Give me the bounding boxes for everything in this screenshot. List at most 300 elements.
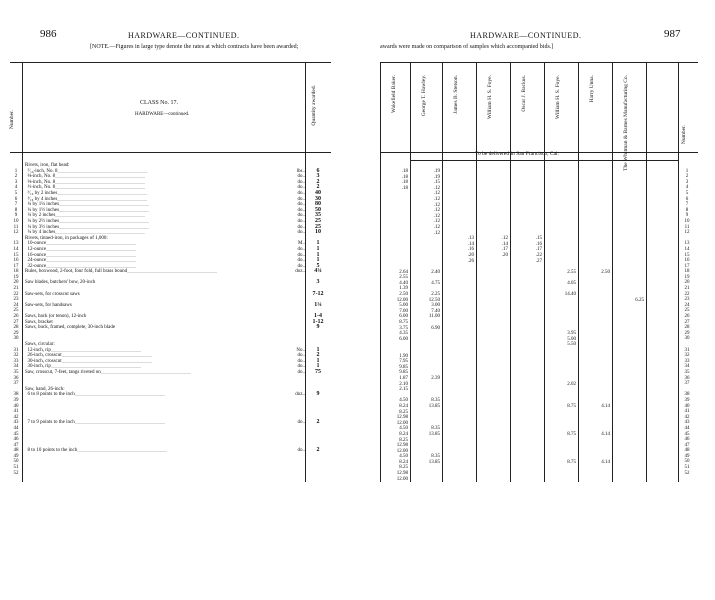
bid-value: 8.25: [399, 409, 408, 415]
item-description: 16-ounce .......................................................................................... do..: [25, 252, 305, 258]
row-number: 31: [13, 347, 19, 353]
row-number: 9: [685, 213, 689, 219]
row-number: 28: [684, 325, 690, 331]
item-description: ¼ by 4 inches .......................................................................................... do..: [25, 230, 305, 236]
row-number: 27: [684, 319, 690, 325]
row-number: 15: [684, 252, 690, 258]
row-number: 8: [14, 207, 18, 213]
bid-value: 2.64: [399, 269, 408, 275]
row-number: 3: [685, 179, 689, 185]
quantity-awarded: 1: [316, 257, 320, 264]
row-number: 30: [684, 336, 690, 342]
row-number: 21: [684, 286, 690, 292]
bid-value: 7.40: [431, 308, 440, 314]
bid-value: .12: [433, 213, 440, 219]
row-number: 12: [13, 230, 19, 236]
bid-value: .12: [433, 219, 440, 225]
row-number: 23: [684, 297, 690, 303]
bid-value: 8.25: [399, 465, 408, 471]
quantity-awarded: 6: [316, 167, 320, 174]
item-description: ³⁄₁₆ by 4 inches .......................................................................................... do..: [25, 196, 305, 202]
bid-value: 13.85: [428, 403, 440, 409]
bid-value: 2.39: [431, 375, 440, 381]
bid-value: 8.35: [431, 398, 440, 404]
bidder-header: William H. S. Foye.: [555, 75, 561, 120]
item-description: Rivets, iron, flat head:: [25, 163, 70, 168]
row-number: 17: [13, 263, 19, 269]
bid-value: .12: [433, 224, 440, 230]
row-number: 14: [684, 246, 690, 252]
row-number: 37: [13, 381, 19, 387]
bidder-header: George T. Hawley.: [421, 75, 427, 117]
bid-value: 2.50: [399, 292, 408, 298]
row-number: 26: [684, 314, 690, 320]
bid-value: 12.00: [396, 476, 408, 482]
quantity-awarded: 1-4: [314, 313, 322, 320]
quantity-awarded: 10: [315, 229, 321, 236]
bid-value: .19: [433, 174, 440, 180]
bid-value: 12.98: [396, 471, 408, 477]
bid-value: .15: [535, 236, 542, 242]
row-number: 21: [13, 286, 19, 292]
bid-value: 6.00: [399, 314, 408, 320]
row-number: 11: [13, 224, 19, 230]
row-number: 10: [684, 218, 690, 224]
bid-value: 8.24: [399, 459, 408, 465]
bid-value: 4.75: [431, 280, 440, 286]
bid-value: .27: [535, 258, 542, 264]
bid-column: [546, 169, 576, 465]
item-description: 24-ounce .......................................................................................... do..: [25, 258, 305, 264]
bid-value: 9.85: [399, 370, 408, 376]
bid-value: 8.24: [399, 431, 408, 437]
bid-value: .16: [535, 241, 542, 247]
row-number: 1: [14, 168, 18, 174]
bid-value: 11.00: [428, 314, 440, 320]
bid-value: .20: [467, 252, 474, 258]
quantity-awarded: 3: [316, 173, 320, 180]
row-number: 34: [684, 364, 690, 370]
item-description: 26-inch, crosscut .......................................................................................... do..: [25, 353, 305, 359]
right-running-head: HARDWARE—CONTINUED.: [470, 31, 582, 40]
item-description: 30-inch, rip .......................................................................................... do..: [25, 364, 305, 370]
row-number: 1: [685, 168, 689, 174]
row-number: 6: [685, 196, 689, 202]
bid-value: .14: [501, 241, 508, 247]
quantity-awarded: 40: [315, 189, 321, 196]
item-description: Saws, back (or tenon), 12-inch: [25, 314, 87, 320]
bid-column: [444, 169, 474, 264]
row-number: 44: [13, 425, 19, 431]
item-description: ⅜-inch, No. 8 .......................................................................................... do..: [25, 174, 305, 180]
row-number: 40: [13, 403, 19, 409]
row-number: 17: [684, 263, 690, 269]
item-description: Saw-sets, for crosscut saws: [25, 291, 80, 297]
quantity-awarded: 9: [316, 391, 320, 398]
row-number: 10: [13, 218, 19, 224]
row-number: 47: [13, 442, 19, 448]
row-number: 29: [684, 330, 690, 336]
bid-value: .13: [467, 236, 474, 242]
row-number: 34: [13, 364, 19, 370]
bid-value: .18: [401, 185, 408, 191]
row-number: 24: [13, 302, 19, 308]
quantity-awarded: 35: [315, 212, 321, 219]
bid-value: .12: [433, 208, 440, 214]
class-title: CLASS No. 17.: [140, 100, 179, 106]
quantity-awarded: 75: [315, 368, 321, 375]
row-number: 3: [14, 179, 18, 185]
row-number: 16: [13, 258, 19, 264]
bid-column: [412, 169, 440, 465]
row-number: 29: [13, 330, 19, 336]
row-number: 25: [13, 308, 19, 314]
item-description: Rules, boxwood, 2-foot, four fold, full brass bound .......................................................................................... doz..: [25, 269, 305, 275]
quantity-awarded: 5: [316, 262, 320, 269]
left-number-header: Number.: [9, 110, 15, 130]
row-number: 38: [13, 392, 19, 398]
bid-value: 6.25: [635, 297, 644, 303]
bid-value: 12.98: [396, 415, 408, 421]
item-description: ⁵⁄₁₆-inch, No. 8 .......................................................................................... lbs..: [25, 168, 305, 174]
row-number: 32: [684, 353, 690, 359]
right-number-column: [680, 163, 694, 476]
item-description: ⅜-inch, No. 8 .......................................................................................... do..: [25, 179, 305, 185]
row-number: 26: [13, 314, 19, 320]
bid-value: .12: [433, 230, 440, 236]
item-description: ½-inch, No. 8 .......................................................................................... do..: [25, 185, 305, 191]
row-number: 39: [684, 397, 690, 403]
item-description: Saws, circular:: [25, 342, 55, 347]
row-number: 41: [13, 409, 19, 415]
row-number: 19: [684, 274, 690, 280]
row-number: 15: [13, 252, 19, 258]
bid-value: 2.55: [399, 275, 408, 281]
left-quantity-column: [305, 163, 331, 476]
row-number: 31: [684, 347, 690, 353]
row-number: 20: [684, 280, 690, 286]
bid-value: 6.90: [431, 325, 440, 331]
bid-value: 13.85: [428, 431, 440, 437]
bid-value: 5.50: [567, 342, 576, 348]
item-description: 10-ounce .......................................................................................... M..: [25, 241, 305, 247]
bid-column: [512, 169, 542, 264]
row-number: 5: [14, 190, 18, 196]
row-number: 48: [684, 448, 690, 454]
bid-column: [614, 169, 644, 303]
bid-value: .12: [501, 236, 508, 242]
bid-value: 6.00: [399, 336, 408, 342]
bid-value: 5.00: [399, 303, 408, 309]
quantity-awarded: 30: [315, 195, 321, 202]
bid-value: 9.85: [399, 364, 408, 370]
row-number: 45: [13, 431, 19, 437]
quantity-awarded: 2: [316, 352, 320, 359]
row-number: 45: [684, 431, 690, 437]
row-number: 44: [684, 425, 690, 431]
row-number: 22: [13, 291, 19, 297]
bid-value: 8.75: [567, 403, 576, 409]
bid-value: 4.40: [399, 280, 408, 286]
bid-value: 8.75: [567, 459, 576, 465]
row-number: 39: [13, 397, 19, 403]
bid-value: 1.87: [399, 375, 408, 381]
bid-value: 4.14: [601, 459, 610, 465]
row-number: 19: [13, 274, 19, 280]
quantity-header: Quantity awarded.: [311, 85, 317, 126]
bidder-header: William H. S. Foye.: [487, 75, 493, 120]
bidder-header: Harry Unna.: [589, 75, 595, 103]
bid-value: 2.10: [399, 381, 408, 387]
quantity-awarded: 1-12: [312, 318, 324, 325]
delivery-label: To be delivered in San Francisco, Cal.: [475, 151, 559, 157]
bid-value: .17: [501, 247, 508, 253]
item-description: [25, 471, 305, 477]
row-number: 9: [14, 213, 18, 219]
quantity-awarded: 2: [316, 419, 320, 426]
item-description: 8 to 10 points to the inch .......................................................................................... do..: [25, 448, 305, 454]
bid-value: 4.35: [399, 331, 408, 337]
item-description: Saw blades, butchers' bow, 20-inch: [25, 280, 96, 286]
row-number: 49: [684, 453, 690, 459]
bid-value: 12.00: [396, 297, 408, 303]
quantity-awarded: 4¼: [314, 268, 322, 275]
item-description: ³⁄₁₆ by 2 inches .......................................................................................... do..: [25, 190, 305, 196]
quantity-awarded: 1: [316, 363, 320, 370]
bidder-header: James B. Stetson.: [453, 75, 459, 114]
row-number: 51: [13, 465, 19, 471]
item-description: Saws, bracket: [25, 319, 53, 325]
item-description: ¼ by 2 inches .......................................................................................... do..: [25, 213, 305, 219]
item-description: ¼ by 2½ inches .......................................................................................... do..: [25, 218, 305, 224]
row-number: 22: [684, 291, 690, 297]
quantity-awarded: 80: [315, 201, 321, 208]
row-number: 23: [13, 297, 19, 303]
row-number: 16: [684, 258, 690, 264]
row-number: 20: [13, 280, 19, 286]
quantity-awarded: 2: [316, 184, 320, 191]
row-number: 18: [13, 269, 19, 275]
item-description: ¼ by 3½ inches .......................................................................................... do..: [25, 224, 305, 230]
left-item-column: [25, 163, 305, 476]
bid-column: [382, 169, 408, 482]
quantity-awarded: 1: [316, 346, 320, 353]
row-number: 27: [13, 319, 19, 325]
bid-value: .18: [401, 169, 408, 174]
bid-value: 8.25: [399, 437, 408, 443]
quantity-awarded: 1: [316, 251, 320, 258]
quantity-awarded: 1: [316, 240, 320, 247]
bid-value: .15: [433, 180, 440, 186]
row-number: 52: [684, 470, 690, 476]
row-number: 52: [13, 470, 19, 476]
bid-value: 4.50: [399, 398, 408, 404]
row-number: 18: [684, 269, 690, 275]
row-number: 48: [13, 448, 19, 454]
bid-value: .12: [433, 185, 440, 191]
bid-value: 1.90: [399, 353, 408, 359]
bid-value: 14.40: [564, 292, 576, 298]
bid-value: 2.15: [399, 387, 408, 393]
row-number: 46: [13, 437, 19, 443]
row-number: 36: [684, 375, 690, 381]
quantity-awarded: 50: [315, 206, 321, 213]
item-description: 12-inch, rip .......................................................................................... No..: [25, 347, 305, 353]
row-number: 2: [685, 174, 689, 180]
right-page-number: 987: [664, 28, 681, 40]
item-description: ¼ by 1¼ inches .......................................................................................... do..: [25, 202, 305, 208]
bid-value: 4.14: [601, 403, 610, 409]
row-number: 49: [13, 453, 19, 459]
bid-value: 8.24: [399, 403, 408, 409]
row-number: 28: [13, 325, 19, 331]
row-number: 12: [684, 230, 690, 236]
row-number: 7: [14, 202, 18, 208]
bidder-header: Oscar J. Backus.: [521, 75, 527, 112]
row-number: 35: [13, 369, 19, 375]
row-number: 41: [684, 409, 690, 415]
bid-value: 12.00: [396, 420, 408, 426]
bid-value: 3.00: [431, 303, 440, 309]
row-number: 46: [684, 437, 690, 443]
left-number-column: [10, 163, 22, 476]
item-description: 12-ounce .......................................................................................... do..: [25, 246, 305, 252]
bid-value: 5.00: [567, 336, 576, 342]
bid-value: 12.50: [428, 297, 440, 303]
bid-value: 3.75: [399, 325, 408, 331]
bid-value: .18: [401, 180, 408, 186]
left-note: [NOTE.—Figures in large type denote the rates at which contracts have been awarded;: [90, 44, 299, 50]
row-number: 38: [684, 392, 690, 398]
item-description: 32-ounce .......................................................................................... do..: [25, 263, 305, 269]
row-number: 6: [14, 196, 18, 202]
bid-value: 8.35: [431, 454, 440, 460]
row-number: 13: [684, 241, 690, 247]
bid-value: 8.35: [431, 426, 440, 432]
bid-column: [580, 169, 610, 465]
item-description: Rivets, tinned-iron, in packages of 1,000:: [25, 235, 108, 241]
row-number: 11: [684, 224, 690, 230]
row-number: 43: [684, 420, 690, 426]
bid-value: 4.50: [399, 454, 408, 460]
bidder-header: Wakefield Baker.: [391, 75, 397, 114]
bid-value: 12.00: [396, 448, 408, 454]
bid-value: 3.95: [567, 331, 576, 337]
row-number: 4: [685, 185, 689, 191]
quantity-awarded: 25: [315, 217, 321, 224]
row-number: 35: [684, 369, 690, 375]
bid-value: .18: [401, 174, 408, 180]
bid-value: 1.39: [399, 286, 408, 292]
bid-value: .16: [467, 247, 474, 253]
bid-value: 7.00: [399, 308, 408, 314]
quantity-awarded: [305, 471, 331, 477]
quantity-awarded: 3: [316, 279, 320, 286]
bid-value: .19: [433, 169, 440, 174]
class-subtitle: HARDWARE—continued.: [135, 112, 190, 117]
bid-value: 4.14: [601, 431, 610, 437]
row-number: 30: [13, 336, 19, 342]
bid-value: 8.75: [399, 320, 408, 326]
bid-value: .17: [535, 247, 542, 253]
item-description: Saws, buck, framed, complete, 30-inch blade: [25, 325, 116, 331]
item-description: ¼ by 1½ inches .......................................................................................... do..: [25, 207, 305, 213]
item-description: 6 to 8 points to the inch .......................................................................................... doz..: [25, 392, 305, 398]
row-number: 40: [684, 403, 690, 409]
bid-value: .12: [433, 202, 440, 208]
item-description: Saw, hand, 26-inch:: [25, 386, 65, 392]
right-number-header: Number.: [681, 125, 687, 145]
bid-value: 7.95: [399, 359, 408, 365]
bid-value: 13.85: [428, 459, 440, 465]
row-number: 8: [685, 207, 689, 213]
quantity-awarded: 1: [316, 245, 320, 252]
row-number: 14: [13, 246, 19, 252]
quantity-awarded: 1¼: [314, 301, 322, 308]
item-description: Saw-sets, for handsaws: [25, 302, 72, 308]
bidder-header: The Whitman & Barnes Manufacturing Co.: [623, 75, 629, 171]
row-number: 5: [685, 190, 689, 196]
bid-value: 2.25: [431, 292, 440, 298]
bid-value: .20: [501, 252, 508, 258]
left-page-number: 986: [40, 28, 57, 40]
row-number: 33: [13, 358, 19, 364]
row-number: 43: [13, 420, 19, 426]
quantity-awarded: 1: [316, 357, 320, 364]
item-description: 7 to 9 points to the inch .......................................................................................... do..: [25, 420, 305, 426]
row-number: 42: [13, 414, 19, 420]
bid-value: 4.05: [567, 280, 576, 286]
bid-value: 4.50: [399, 426, 408, 432]
row-number: 24: [684, 302, 690, 308]
quantity-awarded: 9: [316, 324, 320, 331]
row-number: 2: [14, 174, 18, 180]
bid-value: .26: [467, 258, 474, 264]
row-number: 47: [684, 442, 690, 448]
bid-value: 2.55: [567, 269, 576, 275]
quantity-awarded: 2: [316, 178, 320, 185]
bid-value: .12: [433, 196, 440, 202]
item-description: 30-inch, crosscut .......................................................................................... do..: [25, 358, 305, 364]
bid-value: 2.50: [601, 269, 610, 275]
bid-value: 2.02: [567, 381, 576, 387]
row-number: 7: [685, 202, 689, 208]
bid-value: 8.75: [567, 431, 576, 437]
left-running-head: HARDWARE—CONTINUED.: [128, 31, 240, 40]
bid-value: .12: [433, 191, 440, 197]
bid-value: .14: [467, 241, 474, 247]
row-number: 4: [14, 185, 18, 191]
bid-value: .22: [535, 252, 542, 258]
row-number: 36: [13, 375, 19, 381]
row-number: 32: [13, 353, 19, 359]
row-number: 42: [684, 414, 690, 420]
row-number: 13: [13, 241, 19, 247]
right-note: awards were made on comparison of samples which accompanied bids.]: [380, 44, 554, 50]
row-number: 25: [684, 308, 690, 314]
bid-column: [478, 169, 508, 259]
row-number: 51: [684, 465, 690, 471]
quantity-awarded: 25: [315, 223, 321, 230]
row-number: 50: [13, 459, 19, 465]
quantity-awarded: 2: [316, 447, 320, 454]
row-number: 50: [684, 459, 690, 465]
row-number: 33: [684, 358, 690, 364]
item-description: Saw, crosscut, 7-feet, tangs riveted on .......................................................................................... do..: [25, 369, 305, 375]
quantity-awarded: 7-12: [312, 290, 324, 297]
bid-value: 12.98: [396, 443, 408, 449]
row-number: 37: [684, 381, 690, 387]
